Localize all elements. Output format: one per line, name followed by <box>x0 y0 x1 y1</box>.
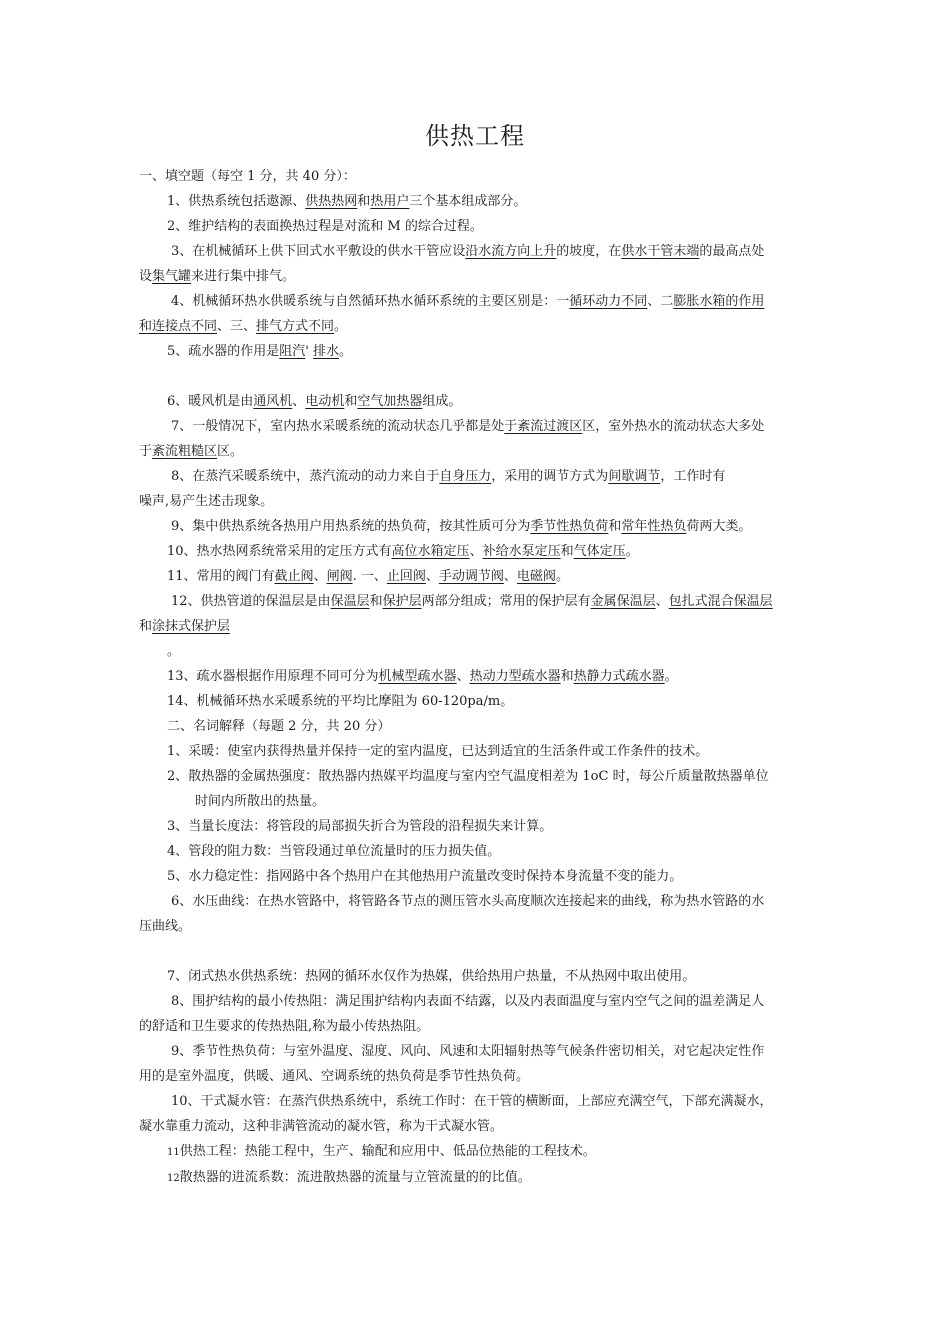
definition-5: 5、水力稳定性：指网路中各个热用户在其他热用户流量改变时保持本身流量不变的能力。 <box>167 869 683 884</box>
spacer <box>139 939 807 964</box>
definition-12: 12散热器的进流系数：流进散热器的流量与立管流量的的比值。 <box>167 1170 531 1185</box>
definition-11-number: 11 <box>167 1147 180 1158</box>
definition-11: 11供热工程：热能工程中，生产、输配和应用中、低品位热能的工程技术。 <box>167 1144 596 1159</box>
definition-7: 7、闭式热水供热系统：热网的循环水仅作为热媒，供给热用户热量，不从热网中取出使用。 <box>167 969 696 984</box>
question-12-end: 。 <box>167 644 181 659</box>
question-7: 7、一般情况下，室内热水采暖系统的流动状态几乎都是处于紊流过渡区区，室外热水的流动状态大多处 <box>171 419 765 434</box>
section-heading-fill-in: 一、填空题（每空 1 分，共 40 分）： <box>139 169 356 184</box>
question-8-cont: 噪声,易产生述击现象。 <box>139 494 274 509</box>
spacer <box>139 364 807 389</box>
question-6: 6、暖风机是由通风机、电动机和空气加热器组成。 <box>167 394 462 409</box>
question-2: 2、维护结构的表面换热过程是对流和 M 的综合过程。 <box>167 219 483 234</box>
definition-6: 6、水压曲线：在热水管路中，将管路各节点的测压管水头高度顺次连接起来的曲线，称为热水管路的水 <box>171 894 765 909</box>
question-12: 12、供热管道的保温层是由保温层和保护层两部分组成；常用的保护层有金属保温层、包扎式混合保温层 <box>171 594 773 609</box>
section-heading-definitions: 二、名词解释（每题 2 分，共 20 分） <box>167 719 391 734</box>
question-8: 8、在蒸汽采暖系统中，蒸汽流动的动力来自于自身压力，采用的调节方式为间歇调节，工作时有 <box>171 469 726 484</box>
definition-6-cont: 压曲线。 <box>139 919 192 934</box>
question-10: 10、热水热网系统常采用的定压方式有高位水箱定压、补给水泵定压和气体定压。 <box>167 544 639 559</box>
question-13: 13、疏水器根据作用原理不同可分为机械型疏水器、热动力型疏水器和热静力式疏水器。 <box>167 669 678 684</box>
definition-10: 10、干式凝水管：在蒸汽供热系统中，系统工作时：在干管的横断面，上部应充满空气，下部充满凝水， <box>171 1094 773 1109</box>
definition-12-number: 12 <box>167 1173 180 1184</box>
definition-10-cont: 凝水靠重力流动，这种非满管流动的凝水管，称为干式凝水管。 <box>139 1119 504 1134</box>
question-11: 11、常用的阀门有截止阀、闸阀. 一、止回阀、手动调节阀、电磁阀。 <box>167 569 569 584</box>
definition-4: 4、管段的阻力数：当管段通过单位流量时的压力损失值。 <box>167 844 501 859</box>
definition-8: 8、围护结构的最小传热阻：满足围护结构内表面不结露，以及内表面温度与室内空气之间的温差满足人 <box>171 994 765 1009</box>
definition-2: 2、散热器的金属热强度：散热器内热媒平均温度与室内空气温度相差为 1oC 时，每公斤质量散热器单位 <box>167 769 769 784</box>
question-5: 5、疏水器的作用是阻汽' 排水。 <box>167 344 353 359</box>
question-7-cont: 于紊流粗糙区区。 <box>139 444 244 459</box>
definition-9: 9、季节性热负荷：与室外温度、湿度、风向、风速和太阳辐射热等气候条件密切相关，对它起决定性作 <box>171 1044 765 1059</box>
question-1: 1、供热系统包括遨源、供热热网和热用户三个基本组成部分。 <box>167 194 527 209</box>
question-9: 9、集中供热系统各热用户用热系统的热负荷，按其性质可分为季节性热负荷和常年性热负荷两大类。 <box>171 519 752 534</box>
page-title: 供热工程 <box>425 122 525 150</box>
question-3: 3、在机械循环上供下回式水平敷设的供水干管应设沿水流方向上升的坡度，在供水干管末端的最高点处 <box>171 244 765 259</box>
definition-2-cont: 时间内所散出的热量。 <box>195 794 326 809</box>
definition-9-cont: 用的是室外温度，供暖、通风、空调系统的热负荷是季节性热负荷。 <box>139 1069 530 1084</box>
question-14: 14、机械循环热水采暖系统的平均比摩阻为 60-120pa/m。 <box>167 694 514 709</box>
question-4: 4、机械循环热水供暖系统与自然循环热水循环系统的主要区别是：一循环动力不同、二膨胀水箱的作用 <box>171 294 765 309</box>
question-4-cont: 和连接点不同、三、排气方式不同。 <box>139 319 348 334</box>
definition-1: 1、采暖：使室内获得热量并保持一定的室内温度，已达到适宜的生活条件或工作条件的技术。 <box>167 744 709 759</box>
definition-8-cont: 的舒适和卫生要求的传热热阻,称为最小传热热阻。 <box>139 1019 430 1034</box>
question-12-cont: 和涂抹式保护层 <box>139 619 231 634</box>
document-body <box>139 164 807 1191</box>
definition-3: 3、当量长度法：将管段的局部损失折合为管段的沿程损失来计算。 <box>167 819 553 834</box>
question-3-cont: 设集气罐来进行集中排气。 <box>139 269 296 284</box>
